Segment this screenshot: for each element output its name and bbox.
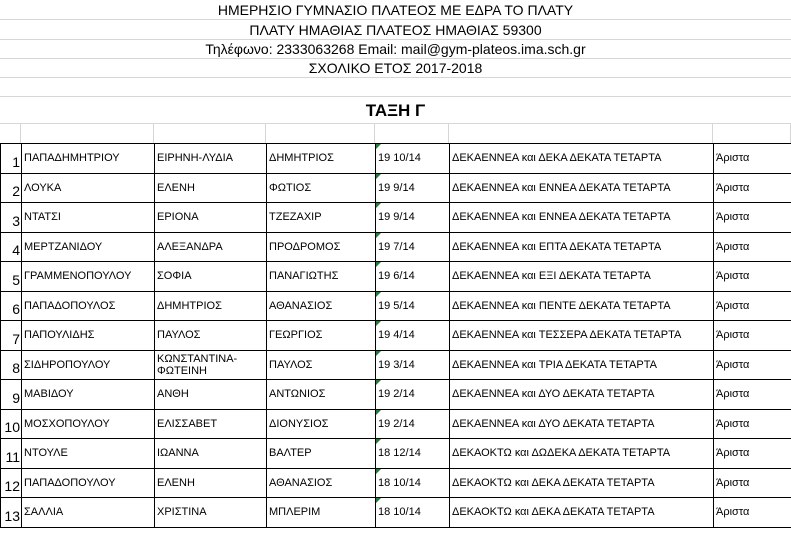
- row-number[interactable]: 13: [1, 498, 22, 528]
- school-year: ΣΧΟΛΙΚΟ ΕΤΟΣ 2017-2018: [308, 60, 483, 76]
- father-name-cell[interactable]: ΔΙΟΝΥΣΙΟΣ: [267, 409, 376, 439]
- mark-cell[interactable]: Άριστα: [714, 498, 791, 528]
- row-number[interactable]: 11: [1, 439, 22, 469]
- surname-cell[interactable]: ΠΑΠΑΔΟΠΟΥΛΟΥ: [22, 468, 155, 498]
- mark-cell[interactable]: Άριστα: [714, 409, 791, 439]
- table-row: [1, 321, 791, 351]
- first-name-cell[interactable]: ΣΟΦΙΑ: [155, 262, 267, 292]
- surname-cell[interactable]: ΣΑΛΛΙΑ: [22, 498, 155, 528]
- grade-words-cell[interactable]: ΔΕΚΑΟΚΤΩ και ΔΕΚΑ ΔΕΚΑΤΑ ΤΕΤΑΡΤΑ: [450, 468, 714, 498]
- grade-words-cell[interactable]: ΔΕΚΑΕΝΝΕΑ και ΔΕΚΑ ΔΕΚΑΤΑ ΤΕΤΑΡΤΑ: [450, 144, 714, 174]
- surname-cell[interactable]: ΓΡΑΜΜΕΝΟΠΟΥΛΟΥ: [22, 262, 155, 292]
- grade-words-cell[interactable]: ΔΕΚΑΟΚΤΩ και ΔΕΚΑ ΔΕΚΑΤΑ ΤΕΤΑΡΤΑ: [450, 498, 714, 528]
- grade-cell[interactable]: 19 5/14: [376, 291, 450, 321]
- first-name-cell[interactable]: ΕΛΙΣΣΑΒΕΤ: [155, 409, 267, 439]
- surname-cell[interactable]: ΛΟΥΚΑ: [22, 173, 155, 203]
- father-name-cell[interactable]: ΤΖΕΖΑΧΙΡ: [267, 203, 376, 233]
- grade-cell[interactable]: 18 12/14: [376, 439, 450, 469]
- table-row: [1, 498, 791, 528]
- mark-cell[interactable]: Άριστα: [714, 439, 791, 469]
- grade-cell[interactable]: 19 3/14: [376, 350, 450, 380]
- surname-cell[interactable]: ΠΑΠΟΥΛΙΔΗΣ: [22, 321, 155, 351]
- grade-words-cell[interactable]: ΔΕΚΑΕΝΝΕΑ και ΕΝΝΕΑ ΔΕΚΑΤΑ ΤΕΤΑΡΤΑ: [450, 203, 714, 233]
- surname-cell[interactable]: ΝΤΟΥΛΕ: [22, 439, 155, 469]
- row-number[interactable]: 2: [1, 173, 22, 203]
- row-number[interactable]: 10: [1, 409, 22, 439]
- grade-words-cell[interactable]: ΔΕΚΑΕΝΝΕΑ και ΕΞΙ ΔΕΚΑΤΑ ΤΕΤΑΡΤΑ: [450, 262, 714, 292]
- table-row: [1, 291, 791, 321]
- school-contact-row[interactable]: [0, 40, 791, 59]
- grade-cell[interactable]: 19 6/14: [376, 262, 450, 292]
- father-name-cell[interactable]: ΑΘΑΝΑΣΙΟΣ: [267, 291, 376, 321]
- row-number[interactable]: 9: [1, 380, 22, 410]
- mark-cell[interactable]: Άριστα: [714, 468, 791, 498]
- father-name-cell[interactable]: ΠΑΝΑΓΙΩΤΗΣ: [267, 262, 376, 292]
- table-row: [1, 468, 791, 498]
- grade-cell[interactable]: 19 9/14: [376, 203, 450, 233]
- table-row: [1, 144, 791, 174]
- mark-cell[interactable]: Άριστα: [714, 144, 791, 174]
- mark-cell[interactable]: Άριστα: [714, 321, 791, 351]
- father-name-cell[interactable]: ΠΡΟΔΡΟΜΟΣ: [267, 232, 376, 262]
- mark-cell[interactable]: Άριστα: [714, 232, 791, 262]
- row-number[interactable]: 5: [1, 262, 22, 292]
- table-row: [1, 203, 791, 233]
- grade-words-cell[interactable]: ΔΕΚΑΕΝΝΕΑ και ΤΡΙΑ ΔΕΚΑΤΑ ΤΕΤΑΡΤΑ: [450, 350, 714, 380]
- surname-cell[interactable]: ΠΑΠΑΔΟΠΟΥΛΟΣ: [22, 291, 155, 321]
- grade-words-cell[interactable]: ΔΕΚΑΕΝΝΕΑ και ΤΕΣΣΕΡΑ ΔΕΚΑΤΑ ΤΕΤΑΡΤΑ: [450, 321, 714, 351]
- father-name-cell[interactable]: ΓΕΩΡΓΙΟΣ: [267, 321, 376, 351]
- school-contact: Τηλέφωνο: 2333063268 Email: mail@gym-plateos.ima.sch.gr: [205, 41, 586, 57]
- father-name-cell[interactable]: ΑΝΤΩΝΙΟΣ: [267, 380, 376, 410]
- first-name-cell[interactable]: ΙΩΑΝΝΑ: [155, 439, 267, 469]
- father-name-cell[interactable]: ΜΠΛΕΡΙΜ: [267, 498, 376, 528]
- father-name-cell[interactable]: ΑΘΑΝΑΣΙΟΣ: [267, 468, 376, 498]
- mark-cell[interactable]: Άριστα: [714, 262, 791, 292]
- school-address-row[interactable]: [0, 20, 791, 40]
- grade-words-cell[interactable]: ΔΕΚΑΕΝΝΕΑ και ΕΝΝΕΑ ΔΕΚΑΤΑ ΤΕΤΑΡΤΑ: [450, 173, 714, 203]
- father-name-cell[interactable]: ΦΩΤΙΟΣ: [267, 173, 376, 203]
- mark-cell[interactable]: Άριστα: [714, 173, 791, 203]
- grade-cell[interactable]: 18 10/14: [376, 468, 450, 498]
- surname-cell[interactable]: ΣΙΔΗΡΟΠΟΥΛΟΥ: [22, 350, 155, 380]
- surname-cell[interactable]: ΝΤΑΤΣΙ: [22, 203, 155, 233]
- mark-cell[interactable]: Άριστα: [714, 380, 791, 410]
- row-number[interactable]: 1: [1, 144, 22, 174]
- mark-cell[interactable]: Άριστα: [714, 203, 791, 233]
- father-name-cell[interactable]: ΔΗΜΗΤΡΙΟΣ: [267, 144, 376, 174]
- grade-words-cell[interactable]: ΔΕΚΑΕΝΝΕΑ και ΔΥΟ ΔΕΚΑΤΑ ΤΕΤΑΡΤΑ: [450, 409, 714, 439]
- table-row: [1, 439, 791, 469]
- grade-cell[interactable]: 19 7/14: [376, 232, 450, 262]
- table-row: [1, 232, 791, 262]
- school-address: ΠΛΑΤΥ ΗΜΑΘΙΑΣ ΠΛΑΤΕΟΣ ΗΜΑΘΙΑΣ 59300: [249, 22, 542, 38]
- first-name-cell[interactable]: ΚΩΝΣΤΑΝΤΙΝΑ-ΦΩΤΕΙΝΗ: [155, 350, 267, 380]
- first-name-cell[interactable]: ΕΙΡΗΝΗ-ΛΥΔΙΑ: [155, 144, 267, 174]
- row-number[interactable]: 6: [1, 291, 22, 321]
- class-title[interactable]: ΤΑΞΗ Γ: [0, 97, 791, 124]
- school-name: ΗΜΕΡΗΣΙΟ ΓΥΜΝΑΣΙΟ ΠΛΑΤΕΟΣ ΜΕ ΕΔΡΑ ΤΟ ΠΛΑΤΥ: [217, 2, 574, 18]
- school-name-row[interactable]: [0, 0, 791, 20]
- mark-cell[interactable]: Άριστα: [714, 291, 791, 321]
- surname-cell[interactable]: ΜΟΣΧΟΠΟΥΛΟΥ: [22, 409, 155, 439]
- empty-row[interactable]: [0, 78, 791, 97]
- students-table-body: [1, 144, 791, 528]
- grade-words-cell[interactable]: ΔΕΚΑΕΝΝΕΑ και ΕΠΤΑ ΔΕΚΑΤΑ ΤΕΤΑΡΤΑ: [450, 232, 714, 262]
- students-table: [0, 143, 791, 528]
- first-name-cell[interactable]: ΕΛΕΝΗ: [155, 468, 267, 498]
- first-name-cell[interactable]: ΑΛΕΞΑΝΔΡΑ: [155, 232, 267, 262]
- grade-cell[interactable]: 19 2/14: [376, 409, 450, 439]
- grade-words-cell[interactable]: ΔΕΚΑΟΚΤΩ και ΔΩΔΕΚΑ ΔΕΚΑΤΑ ΤΕΤΑΡΤΑ: [450, 439, 714, 469]
- father-name-cell[interactable]: ΒΑΛΤΕΡ: [267, 439, 376, 469]
- grade-words-cell[interactable]: ΔΕΚΑΕΝΝΕΑ και ΔΥΟ ΔΕΚΑΤΑ ΤΕΤΑΡΤΑ: [450, 380, 714, 410]
- table-row: [1, 262, 791, 292]
- row-number[interactable]: 7: [1, 321, 22, 351]
- row-number[interactable]: 12: [1, 468, 22, 498]
- grade-cell[interactable]: 19 4/14: [376, 321, 450, 351]
- surname-cell[interactable]: ΠΑΠΑΔΗΜΗΤΡΙΟΥ: [22, 144, 155, 174]
- grade-cell[interactable]: 19 2/14: [376, 380, 450, 410]
- first-name-cell[interactable]: ΕΡΙΟΝΑ: [155, 203, 267, 233]
- grade-cell[interactable]: 18 10/14: [376, 498, 450, 528]
- father-name-cell[interactable]: ΠΑΥΛΟΣ: [267, 350, 376, 380]
- first-name-cell[interactable]: ΑΝΘΗ: [155, 380, 267, 410]
- surname-cell[interactable]: ΜΕΡΤΖΑΝΙΔΟΥ: [22, 232, 155, 262]
- blank-row[interactable]: [0, 124, 791, 143]
- table-row: [1, 380, 791, 410]
- table-row: [1, 173, 791, 203]
- grade-words-cell[interactable]: ΔΕΚΑΕΝΝΕΑ και ΠΕΝΤΕ ΔΕΚΑΤΑ ΤΕΤΑΡΤΑ: [450, 291, 714, 321]
- row-number[interactable]: 8: [1, 350, 22, 380]
- table-row: [1, 409, 791, 439]
- grade-cell[interactable]: 19 10/14: [376, 144, 450, 174]
- first-name-cell[interactable]: ΧΡΙΣΤΙΝΑ: [155, 498, 267, 528]
- mark-cell[interactable]: Άριστα: [714, 350, 791, 380]
- surname-cell[interactable]: ΜΑΒΙΔΟΥ: [22, 380, 155, 410]
- grade-cell[interactable]: 19 9/14: [376, 173, 450, 203]
- school-year-row[interactable]: [0, 59, 791, 78]
- row-number[interactable]: 3: [1, 203, 22, 233]
- row-number[interactable]: 4: [1, 232, 22, 262]
- first-name-cell[interactable]: ΔΗΜΗΤΡΙΟΣ: [155, 291, 267, 321]
- first-name-cell[interactable]: ΠΑΥΛΟΣ: [155, 321, 267, 351]
- table-row: [1, 350, 791, 380]
- first-name-cell[interactable]: ΕΛΕΝΗ: [155, 173, 267, 203]
